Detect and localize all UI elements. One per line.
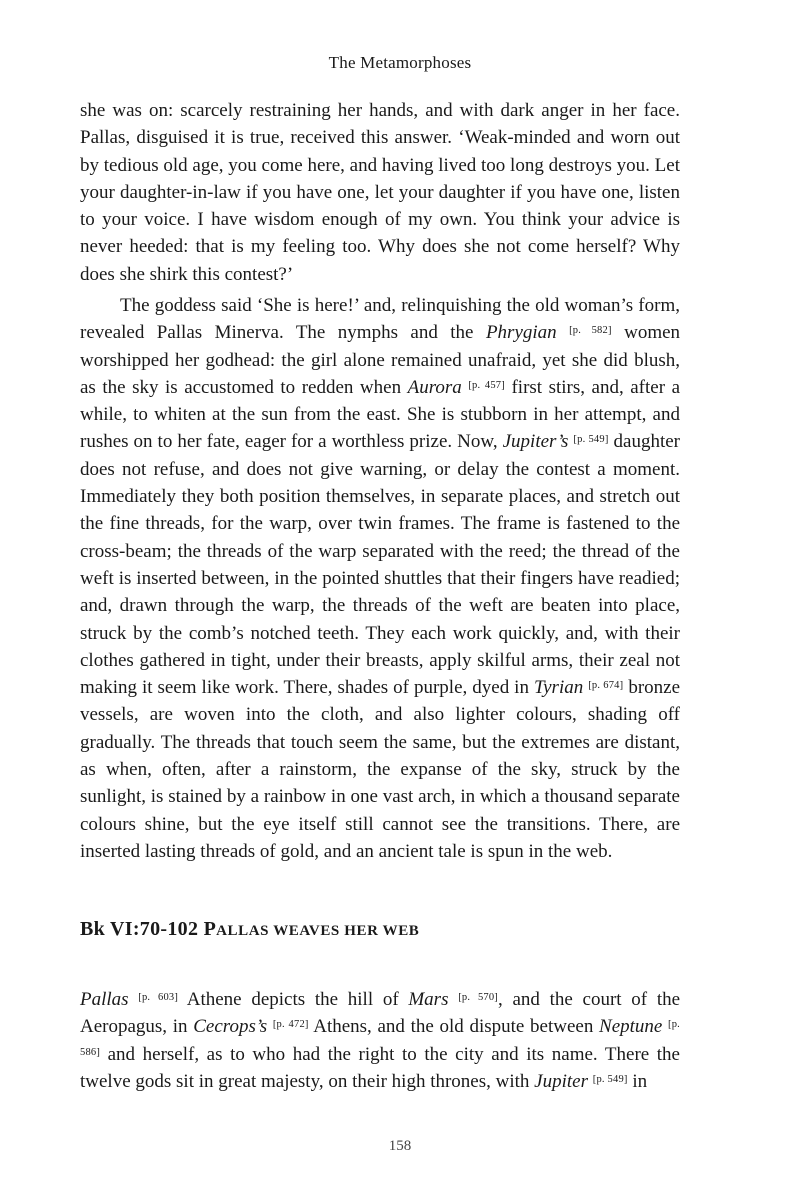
section-heading [80,918,720,941]
paragraph-2 [80,292,680,865]
name-pallas: Pallas [80,989,129,1010]
name-tyrian: Tyrian [533,677,584,699]
name-cecrops: Cecrops’s [193,1016,268,1038]
paragraph-text: women worshipped her godhead: the girl alone remained unafraid, yet she did blush, as the sky is accustomed to redden when [80,322,681,398]
paragraph-text: , and the court of the Aeropagus, in [80,989,681,1038]
page-reference: [p. 457] [468,379,505,391]
paragraph-text: bronze vessels, are woven into the cloth, and also lighter colours, shading off gradually. The threads that touch seem the same, but the extremes are distant, as when, often, after a rainstorm, the expanse of the sky, struck by the sunlight, is stained by a rainbow in one vast arch, in which a thousand separate colours shine, but the eye itself still cannot see the transitions. There, are inserted lasting threads of gold, and an ancient tale is spun in the web. [80,677,681,862]
page-reference: [p. 472] [272,1019,309,1031]
name-jupiters: Jupiter’s [502,431,569,453]
paragraph-text: daughter does not refuse, and does not give warning, or delay the contest a moment. Immediately they both position themselves, in separate places, and stretch out the fine threads, for the warp, over twin frames. The frame is fastened to the cross-beam; the threads of the warp separated with the reed; the thread of the weft is inserted between, in the pointed shuttles that their fingers have readied; and, drawn through the warp, the threads of the weft are beaten into place, struck by the comb’s notched teeth. They each work quickly, and, with their clothes gathered in tight, under their breasts, apply skilful arms, their zeal not making it seem like work. There, shades of purple, dyed in [80,431,681,699]
page-reference: [p. 582] [569,325,612,337]
paragraph-text: The goddess said ‘She is here!’ and, relinquishing the old woman’s form, revealed Pallas Minerva. The nymphs and the [80,295,680,344]
page-reference: [p. 603] [138,992,179,1003]
page-reference: [p. 549] [573,434,609,446]
paragraph-text: Athene depicts the hill of [178,989,409,1010]
name-aurora: Aurora [407,376,462,398]
paragraph-text: she was on: scarcely restraining her hands, and with dark anger in her face. Pallas, disguised it is true, received this answer. ‘Weak-minded and worn out by tedious old age, you come here, and having lived too long destroys you. Let your daughter-in-law if you have one, let your daughter if you have one, listen to your voice. I have wisdom enough of my own. You think your advice is never heeded: that is my feeling too. Why does she not come herself? Why does she shirk this contest?’ [80,100,680,285]
page-reference: [p. 570] [458,992,499,1003]
name-neptune: Neptune [599,1016,663,1038]
name-jupiter: Jupiter [534,1070,588,1092]
paragraph-text: first stirs, and, after a while, to whiten at the sun from the east. She is stubborn in her attempt, and rushes on to her fate, eager for a worthless prize. Now, [80,376,681,453]
page-reference: [p. 586] [80,1019,681,1058]
paragraph-text: Athens, and the old dispute between [308,1016,600,1038]
paragraph-text: in [627,1070,648,1092]
page-number: 158 [388,1138,412,1154]
page-reference: [p. 674] [588,680,624,692]
paragraph-3 [80,986,680,1095]
name-phrygian: Phrygian [485,322,557,344]
heading-prefix: Bk VI:70-102 [80,918,204,940]
paragraph-1 [80,97,680,288]
name-mars: Mars [408,989,449,1010]
heading-small-caps: ALLAS WEAVES HER WEB [216,923,420,939]
page-reference: [p. 549] [592,1073,628,1085]
heading-cap: P [203,918,217,940]
running-head: The Metamorphoses [328,53,472,72]
paragraph-text: and herself, as to who had the right to the city and its name. There the twelve gods sit in great majesty, on their high thrones, with [80,1043,680,1092]
